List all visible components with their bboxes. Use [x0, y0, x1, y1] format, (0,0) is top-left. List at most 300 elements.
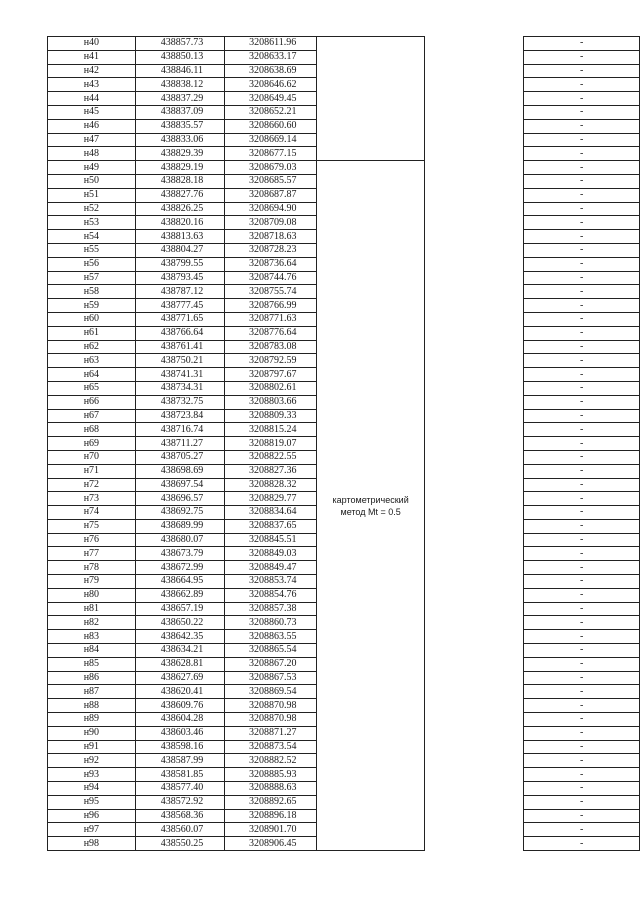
y-coordinate-cell: 3208867.20: [225, 657, 317, 671]
y-coordinate-cell: 3208694.90: [225, 202, 317, 216]
x-coordinate-cell: 438761.41: [135, 340, 225, 354]
point-name-cell: н73: [48, 492, 136, 506]
x-coordinate-cell: 438662.89: [135, 588, 225, 602]
point-name-cell: н92: [48, 754, 136, 768]
y-coordinate-cell: 3208849.03: [225, 547, 317, 561]
note-cell: -: [524, 740, 640, 754]
x-coordinate-cell: 438587.99: [135, 754, 225, 768]
y-coordinate-cell: 3208870.98: [225, 699, 317, 713]
y-coordinate-cell: 3208828.32: [225, 478, 317, 492]
x-coordinate-cell: 438793.45: [135, 271, 225, 285]
note-cell: -: [524, 809, 640, 823]
y-coordinate-cell: 3208896.18: [225, 809, 317, 823]
x-coordinate-cell: 438850.13: [135, 50, 225, 64]
note-cell: -: [524, 726, 640, 740]
y-coordinate-cell: 3208888.63: [225, 782, 317, 796]
point-name-cell: н43: [48, 78, 136, 92]
method-label-line2: метод Mt = 0.5: [340, 506, 401, 517]
empty-cell: [425, 464, 524, 478]
empty-cell: [425, 602, 524, 616]
y-coordinate-cell: 3208871.27: [225, 726, 317, 740]
note-cell: -: [524, 340, 640, 354]
method-cell: [317, 161, 425, 851]
empty-cell: [425, 533, 524, 547]
empty-cell: [425, 768, 524, 782]
y-coordinate-cell: 3208870.98: [225, 713, 317, 727]
x-coordinate-cell: 438680.07: [135, 533, 225, 547]
y-coordinate-cell: 3208771.63: [225, 312, 317, 326]
y-coordinate-cell: 3208718.63: [225, 230, 317, 244]
note-cell: -: [524, 230, 640, 244]
x-coordinate-cell: 438723.84: [135, 409, 225, 423]
point-name-cell: н89: [48, 713, 136, 727]
y-coordinate-cell: 3208849.47: [225, 561, 317, 575]
point-name-cell: н74: [48, 506, 136, 520]
x-coordinate-cell: 438650.22: [135, 616, 225, 630]
point-name-cell: н90: [48, 726, 136, 740]
empty-cell: [425, 119, 524, 133]
note-cell: -: [524, 368, 640, 382]
y-coordinate-cell: 3208755.74: [225, 285, 317, 299]
point-name-cell: н78: [48, 561, 136, 575]
point-name-cell: н82: [48, 616, 136, 630]
empty-cell: [425, 78, 524, 92]
empty-cell: [425, 92, 524, 106]
point-name-cell: н64: [48, 368, 136, 382]
note-cell: -: [524, 464, 640, 478]
empty-cell: [425, 381, 524, 395]
y-coordinate-cell: 3208867.53: [225, 671, 317, 685]
empty-cell: [425, 478, 524, 492]
note-cell: -: [524, 312, 640, 326]
note-cell: -: [524, 243, 640, 257]
note-cell: -: [524, 202, 640, 216]
y-coordinate-cell: 3208803.66: [225, 395, 317, 409]
empty-cell: [425, 354, 524, 368]
empty-cell: [425, 299, 524, 313]
empty-cell: [425, 257, 524, 271]
note-cell: -: [524, 326, 640, 340]
empty-cell: [425, 174, 524, 188]
x-coordinate-cell: 438829.19: [135, 161, 225, 175]
note-cell: -: [524, 616, 640, 630]
empty-cell: [425, 271, 524, 285]
note-cell: -: [524, 161, 640, 175]
x-coordinate-cell: 438777.45: [135, 299, 225, 313]
y-coordinate-cell: 3208906.45: [225, 837, 317, 851]
x-coordinate-cell: 438711.27: [135, 437, 225, 451]
point-name-cell: н53: [48, 216, 136, 230]
coordinates-table: [47, 36, 640, 851]
note-cell: -: [524, 699, 640, 713]
note-cell: -: [524, 823, 640, 837]
point-name-cell: н65: [48, 381, 136, 395]
point-name-cell: н96: [48, 809, 136, 823]
x-coordinate-cell: 438741.31: [135, 368, 225, 382]
x-coordinate-cell: 438603.46: [135, 726, 225, 740]
y-coordinate-cell: 3208857.38: [225, 602, 317, 616]
empty-cell: [425, 616, 524, 630]
y-coordinate-cell: 3208901.70: [225, 823, 317, 837]
y-coordinate-cell: 3208853.74: [225, 575, 317, 589]
empty-cell: [425, 188, 524, 202]
note-cell: -: [524, 78, 640, 92]
note-cell: -: [524, 630, 640, 644]
x-coordinate-cell: 438634.21: [135, 644, 225, 658]
empty-cell: [425, 326, 524, 340]
x-coordinate-cell: 438568.36: [135, 809, 225, 823]
point-name-cell: н80: [48, 588, 136, 602]
note-cell: -: [524, 409, 640, 423]
point-name-cell: н76: [48, 533, 136, 547]
empty-cell: [425, 437, 524, 451]
y-coordinate-cell: 3208845.51: [225, 533, 317, 547]
note-cell: -: [524, 64, 640, 78]
empty-cell: [425, 699, 524, 713]
x-coordinate-cell: 438672.99: [135, 561, 225, 575]
x-coordinate-cell: 438692.75: [135, 506, 225, 520]
point-name-cell: н95: [48, 795, 136, 809]
y-coordinate-cell: 3208646.62: [225, 78, 317, 92]
empty-cell: [425, 409, 524, 423]
y-coordinate-cell: 3208669.14: [225, 133, 317, 147]
note-cell: -: [524, 92, 640, 106]
point-name-cell: н71: [48, 464, 136, 478]
note-cell: -: [524, 50, 640, 64]
note-cell: -: [524, 644, 640, 658]
point-name-cell: н70: [48, 450, 136, 464]
y-coordinate-cell: 3208736.64: [225, 257, 317, 271]
note-cell: -: [524, 685, 640, 699]
y-coordinate-cell: 3208687.87: [225, 188, 317, 202]
method-label-line1: картометрический: [332, 494, 409, 505]
note-cell: -: [524, 133, 640, 147]
x-coordinate-cell: 438572.92: [135, 795, 225, 809]
note-cell: -: [524, 437, 640, 451]
empty-cell: [425, 230, 524, 244]
empty-cell: [425, 147, 524, 161]
point-name-cell: н75: [48, 519, 136, 533]
point-name-cell: н66: [48, 395, 136, 409]
point-name-cell: н67: [48, 409, 136, 423]
empty-cell: [425, 161, 524, 175]
y-coordinate-cell: 3208873.54: [225, 740, 317, 754]
note-cell: -: [524, 188, 640, 202]
x-coordinate-cell: 438813.63: [135, 230, 225, 244]
point-name-cell: н47: [48, 133, 136, 147]
empty-cell: [425, 575, 524, 589]
note-cell: -: [524, 533, 640, 547]
point-name-cell: н48: [48, 147, 136, 161]
x-coordinate-cell: 438732.75: [135, 395, 225, 409]
note-cell: -: [524, 754, 640, 768]
x-coordinate-cell: 438577.40: [135, 782, 225, 796]
y-coordinate-cell: 3208822.55: [225, 450, 317, 464]
note-cell: -: [524, 174, 640, 188]
note-cell: -: [524, 299, 640, 313]
empty-cell: [425, 423, 524, 437]
y-coordinate-cell: 3208744.76: [225, 271, 317, 285]
x-coordinate-cell: 438829.39: [135, 147, 225, 161]
y-coordinate-cell: 3208860.73: [225, 616, 317, 630]
point-name-cell: н45: [48, 105, 136, 119]
empty-cell: [425, 644, 524, 658]
x-coordinate-cell: 438697.54: [135, 478, 225, 492]
y-coordinate-cell: 3208863.55: [225, 630, 317, 644]
point-name-cell: н54: [48, 230, 136, 244]
empty-cell: [425, 519, 524, 533]
y-coordinate-cell: 3208728.23: [225, 243, 317, 257]
x-coordinate-cell: 438750.21: [135, 354, 225, 368]
point-name-cell: н98: [48, 837, 136, 851]
note-cell: -: [524, 395, 640, 409]
x-coordinate-cell: 438837.09: [135, 105, 225, 119]
y-coordinate-cell: 3208854.76: [225, 588, 317, 602]
note-cell: -: [524, 561, 640, 575]
point-name-cell: н97: [48, 823, 136, 837]
point-name-cell: н88: [48, 699, 136, 713]
x-coordinate-cell: 438835.57: [135, 119, 225, 133]
point-name-cell: н57: [48, 271, 136, 285]
empty-cell: [425, 285, 524, 299]
point-name-cell: н52: [48, 202, 136, 216]
point-name-cell: н69: [48, 437, 136, 451]
x-coordinate-cell: 438628.81: [135, 657, 225, 671]
note-cell: -: [524, 795, 640, 809]
y-coordinate-cell: 3208834.64: [225, 506, 317, 520]
y-coordinate-cell: 3208892.65: [225, 795, 317, 809]
x-coordinate-cell: 438787.12: [135, 285, 225, 299]
x-coordinate-cell: 438620.41: [135, 685, 225, 699]
point-name-cell: н41: [48, 50, 136, 64]
y-coordinate-cell: 3208837.65: [225, 519, 317, 533]
empty-cell: [425, 782, 524, 796]
empty-cell: [425, 809, 524, 823]
note-cell: -: [524, 519, 640, 533]
x-coordinate-cell: 438826.25: [135, 202, 225, 216]
note-cell: -: [524, 257, 640, 271]
empty-cell: [425, 312, 524, 326]
note-cell: -: [524, 671, 640, 685]
table-row: [48, 37, 640, 51]
empty-cell: [425, 506, 524, 520]
y-coordinate-cell: 3208679.03: [225, 161, 317, 175]
empty-cell: [425, 740, 524, 754]
empty-cell: [425, 216, 524, 230]
empty-cell: [425, 243, 524, 257]
point-name-cell: н72: [48, 478, 136, 492]
note-cell: -: [524, 285, 640, 299]
y-coordinate-cell: 3208685.57: [225, 174, 317, 188]
y-coordinate-cell: 3208802.61: [225, 381, 317, 395]
x-coordinate-cell: 438604.28: [135, 713, 225, 727]
note-cell: -: [524, 575, 640, 589]
x-coordinate-cell: 438696.57: [135, 492, 225, 506]
point-name-cell: н51: [48, 188, 136, 202]
point-name-cell: н62: [48, 340, 136, 354]
y-coordinate-cell: 3208638.69: [225, 64, 317, 78]
x-coordinate-cell: 438627.69: [135, 671, 225, 685]
point-name-cell: н60: [48, 312, 136, 326]
point-name-cell: н61: [48, 326, 136, 340]
x-coordinate-cell: 438673.79: [135, 547, 225, 561]
note-cell: -: [524, 105, 640, 119]
point-name-cell: н50: [48, 174, 136, 188]
table-row: [48, 161, 640, 175]
x-coordinate-cell: 438664.95: [135, 575, 225, 589]
y-coordinate-cell: 3208709.08: [225, 216, 317, 230]
x-coordinate-cell: 438766.64: [135, 326, 225, 340]
x-coordinate-cell: 438820.16: [135, 216, 225, 230]
y-coordinate-cell: 3208869.54: [225, 685, 317, 699]
y-coordinate-cell: 3208677.15: [225, 147, 317, 161]
x-coordinate-cell: 438734.31: [135, 381, 225, 395]
point-name-cell: н56: [48, 257, 136, 271]
y-coordinate-cell: 3208882.52: [225, 754, 317, 768]
x-coordinate-cell: 438799.55: [135, 257, 225, 271]
y-coordinate-cell: 3208885.93: [225, 768, 317, 782]
note-cell: -: [524, 147, 640, 161]
point-name-cell: н86: [48, 671, 136, 685]
empty-cell: [425, 588, 524, 602]
note-cell: -: [524, 713, 640, 727]
point-name-cell: н83: [48, 630, 136, 644]
x-coordinate-cell: 438550.25: [135, 837, 225, 851]
x-coordinate-cell: 438804.27: [135, 243, 225, 257]
y-coordinate-cell: 3208797.67: [225, 368, 317, 382]
x-coordinate-cell: 438716.74: [135, 423, 225, 437]
empty-cell: [425, 726, 524, 740]
y-coordinate-cell: 3208809.33: [225, 409, 317, 423]
x-coordinate-cell: 438833.06: [135, 133, 225, 147]
point-name-cell: н77: [48, 547, 136, 561]
note-cell: -: [524, 271, 640, 285]
empty-cell: [425, 657, 524, 671]
empty-cell: [425, 713, 524, 727]
note-cell: -: [524, 492, 640, 506]
empty-cell: [425, 823, 524, 837]
empty-cell: [425, 547, 524, 561]
empty-cell: [425, 340, 524, 354]
note-cell: -: [524, 381, 640, 395]
point-name-cell: н84: [48, 644, 136, 658]
x-coordinate-cell: 438698.69: [135, 464, 225, 478]
x-coordinate-cell: 438837.29: [135, 92, 225, 106]
x-coordinate-cell: 438705.27: [135, 450, 225, 464]
point-name-cell: н55: [48, 243, 136, 257]
point-name-cell: н85: [48, 657, 136, 671]
empty-cell: [425, 795, 524, 809]
note-cell: -: [524, 119, 640, 133]
note-cell: -: [524, 216, 640, 230]
y-coordinate-cell: 3208660.60: [225, 119, 317, 133]
empty-cell: [425, 105, 524, 119]
empty-cell: [425, 671, 524, 685]
note-cell: -: [524, 657, 640, 671]
point-name-cell: н94: [48, 782, 136, 796]
empty-cell: [425, 561, 524, 575]
note-cell: -: [524, 37, 640, 51]
point-name-cell: н68: [48, 423, 136, 437]
y-coordinate-cell: 3208829.77: [225, 492, 317, 506]
y-coordinate-cell: 3208611.96: [225, 37, 317, 51]
y-coordinate-cell: 3208652.21: [225, 105, 317, 119]
x-coordinate-cell: 438609.76: [135, 699, 225, 713]
empty-cell: [425, 837, 524, 851]
empty-cell: [425, 50, 524, 64]
coordinates-table-body: [48, 37, 640, 851]
empty-cell: [425, 64, 524, 78]
y-coordinate-cell: 3208865.54: [225, 644, 317, 658]
point-name-cell: н40: [48, 37, 136, 51]
note-cell: -: [524, 588, 640, 602]
note-cell: -: [524, 354, 640, 368]
point-name-cell: н91: [48, 740, 136, 754]
empty-cell: [425, 37, 524, 51]
y-coordinate-cell: 3208792.59: [225, 354, 317, 368]
x-coordinate-cell: 438838.12: [135, 78, 225, 92]
empty-cell: [425, 395, 524, 409]
point-name-cell: н81: [48, 602, 136, 616]
point-name-cell: н93: [48, 768, 136, 782]
point-name-cell: н46: [48, 119, 136, 133]
note-cell: -: [524, 450, 640, 464]
point-name-cell: н49: [48, 161, 136, 175]
x-coordinate-cell: 438689.99: [135, 519, 225, 533]
y-coordinate-cell: 3208633.17: [225, 50, 317, 64]
note-cell: -: [524, 423, 640, 437]
empty-cell: [425, 492, 524, 506]
point-name-cell: н87: [48, 685, 136, 699]
x-coordinate-cell: 438560.07: [135, 823, 225, 837]
y-coordinate-cell: 3208766.99: [225, 299, 317, 313]
x-coordinate-cell: 438828.18: [135, 174, 225, 188]
point-name-cell: н44: [48, 92, 136, 106]
x-coordinate-cell: 438581.85: [135, 768, 225, 782]
note-cell: -: [524, 768, 640, 782]
empty-cell: [425, 202, 524, 216]
empty-cell: [425, 133, 524, 147]
note-cell: -: [524, 506, 640, 520]
method-cell-top: [317, 37, 425, 161]
x-coordinate-cell: 438657.19: [135, 602, 225, 616]
note-cell: -: [524, 782, 640, 796]
y-coordinate-cell: 3208649.45: [225, 92, 317, 106]
note-cell: -: [524, 837, 640, 851]
point-name-cell: н59: [48, 299, 136, 313]
empty-cell: [425, 368, 524, 382]
empty-cell: [425, 685, 524, 699]
empty-cell: [425, 450, 524, 464]
x-coordinate-cell: 438857.73: [135, 37, 225, 51]
point-name-cell: н63: [48, 354, 136, 368]
y-coordinate-cell: 3208783.08: [225, 340, 317, 354]
y-coordinate-cell: 3208776.64: [225, 326, 317, 340]
point-name-cell: н58: [48, 285, 136, 299]
y-coordinate-cell: 3208827.36: [225, 464, 317, 478]
x-coordinate-cell: 438846.11: [135, 64, 225, 78]
note-cell: -: [524, 478, 640, 492]
empty-cell: [425, 754, 524, 768]
point-name-cell: н42: [48, 64, 136, 78]
point-name-cell: н79: [48, 575, 136, 589]
y-coordinate-cell: 3208815.24: [225, 423, 317, 437]
x-coordinate-cell: 438642.35: [135, 630, 225, 644]
note-cell: -: [524, 602, 640, 616]
note-cell: -: [524, 547, 640, 561]
x-coordinate-cell: 438827.76: [135, 188, 225, 202]
x-coordinate-cell: 438598.16: [135, 740, 225, 754]
